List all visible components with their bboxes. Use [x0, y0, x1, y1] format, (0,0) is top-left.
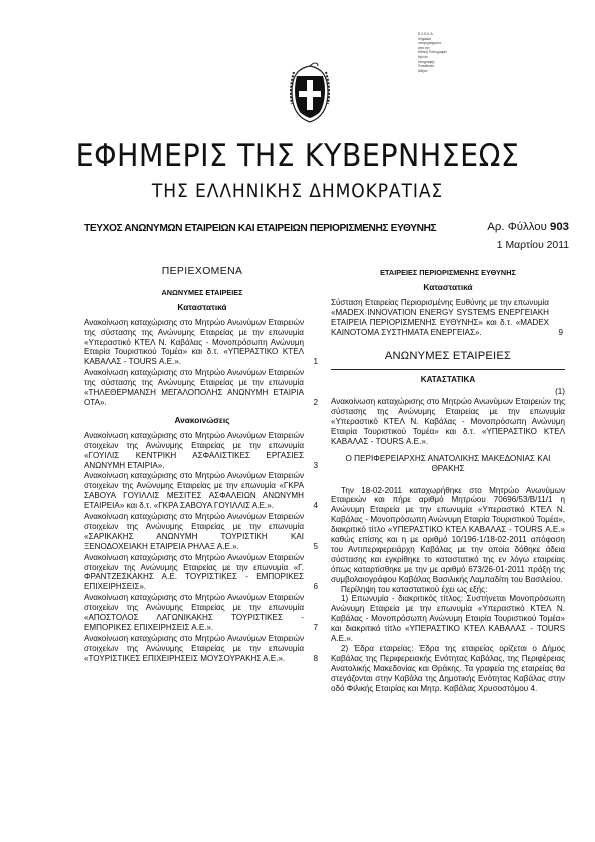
toc-entry-text: Ανακοίνωση καταχώρισης στο Μητρώο Ανωνύμων Εταιρειών στοιχείων της Ανώνυμης Εταιρείας με την επωνυμία «ΣΑΡΙΚΑΚΗΣ ΑΝΩΝΥΜΗ ΤΟΥΡΙΣΤΙΚΗ ΚΑΙ ΞΕΝΟΔΟΧΕΙΑΚΗ ΕΤΑΙΡΕΙΑ ΡΗΛΑΞ Α.Ε.».	[84, 512, 304, 551]
greek-coat-of-arms-icon	[288, 62, 332, 124]
toc-title: ΠΕΡΙΕΧΟΜΕΝΑ	[161, 266, 243, 277]
issue-number	[487, 221, 569, 233]
digital-signature-stamp	[418, 32, 470, 73]
toc-entry-text: Ανακοίνωση καταχώρισης στο Μητρώο Ανωνύμων Εταιρειών στοιχείων της Ανώνυμης Εταιρείας με την επωνυμία «Γ. ΦΡΑΝΤΖΕΣΚΑΚΗΣ Α.Ε. ΤΟΥΡΙΣΤΙΚΕΣ - ΕΜΠΟΡΙΚΕΣ ΕΠΙΧΕΙΡΗΣΕΙΣ».	[84, 552, 304, 592]
stamp-line: υπογεγραμμένο	[418, 41, 442, 46]
toc-entry[interactable]	[84, 593, 320, 633]
toc-entry-page: 7	[313, 623, 318, 632]
body-paragraph: 2) Έδρα εταιρείας: Έδρα της εταιρείας ορίζεται ο Δήμος Καβάλας της Περιφερειακής Ενότητας Καβάλας, της Περιφέρειας Ανατολικής Μακεδονίας και Θράκης. Τα γραφεία της εταιρείας θα στεγάζονται στην Καβάλα της Δημοτικής Ενότητας Καβάλας στην οδό Φιλικής Εταιρίας και Μητρ. Καβάλας Χρυσοστόμου 4.	[331, 644, 565, 693]
gazette-subtitle: ΤΗΣ ΕΛΛΗΝΙΚΗΣ ΔΗΜΟΚΡΑΤΙΑΣ	[151, 180, 444, 202]
issue-date: 1 Μαρτίου 2011	[496, 240, 569, 251]
toc-ae-heading: ΑΝΩΝΥΜΕΣ ΕΤΑΙΡΕΙΕΣ	[161, 287, 243, 297]
toc-entry[interactable]	[84, 471, 320, 511]
toc-entry-page: 9	[558, 327, 563, 337]
toc-entry-text: Ανακοίνωση καταχώρισης στο Μητρώο Ανωνύμων Εταιρειών της σύστασης της Ανώνυμης Εταιρείας με την επωνυμία «ΤΗΛΕΘΕΡΜΑΝΣΗ ΜΕΓΑΛΟΠΟΛΗΣ ΑΝΩΝΥΜΗ ΕΤΑΙΡΙΑ ΟΤΑ».	[84, 368, 304, 407]
body-paragraph: 1) Επωνυμία - διακριτικός τίτλος: Συστήνεται Μονοπρόσωπη Ανώνυμη Εταιρεία με την επωνυμία «Υπεραστικό ΚΤΕΛ Ν. Καβάλας - Μονοπρόσωπη Ανώνυμη Εταιρία Τουριστικού Τομέα» και διακριτικό τίτλο «ΥΠΕΡΑΣΤΙΚΟ ΚΤΕΛ ΚΑΒΑΛΑΣ - TOURS Α.Ε.».	[331, 594, 565, 644]
stamp-line: Ε.Λ.Ε.Κ.Α.	[418, 32, 434, 36]
toc-entry-page: 6	[313, 582, 318, 592]
toc-entry-text: Ανακοίνωση καταχώρισης στο Μητρώο Ανωνύμων Εταιρειών στοιχείων της Ανώνυμης Εταιρείας με την επωνυμία «ΓΟΥΙΛΙΣ ΚΕΝΤΡΙΚΗ ΑΣΦΑΛΙΣΤΙΚΕΣ ΕΡΓΑΣΙΕΣ ΑΝΩΝΥΜΗ ΕΤΑΙΡΙΑ».	[84, 430, 304, 470]
toc-entry-text: Ανακοίνωση καταχώρισης στο Μητρώο Ανωνύμων Εταιρειών στοιχείων της Ανώνυμης Εταιρείας με την επωνυμία «ΤΟΥΡΙΣΤΙΚΕΣ ΕΠΙΧΕΙΡΗΣΕΙΣ ΜΟΥΣΟΥΡΑΚΗΣ Α.Ε.».	[84, 633, 304, 663]
issue-series: ΤΕΥΧΟΣ ΑΝΩΝΥΜΩΝ ΕΤΑΙΡΕΙΩΝ ΚΑΙ ΕΤΑΙΡΕΙΩΝ ΠΕΡΙΟΡΙΣΜΕΝΗΣ ΕΥΘΥΝΗΣ	[84, 223, 437, 234]
section-subtitle: ΚΑΤΑΣΤΑΤΙΚΑ	[420, 375, 476, 385]
toc-entry[interactable]	[331, 298, 565, 338]
content-column	[331, 262, 565, 694]
toc-entry-page: 2	[313, 397, 318, 407]
toc-announcements-label: Ανακοινώσεις	[174, 414, 230, 425]
toc-entry[interactable]	[84, 431, 320, 471]
stamp-line: Αθήνα	[418, 68, 428, 73]
notice-number: (1)	[555, 387, 565, 397]
stamp-line: Εθνική Τυπογραφία	[418, 50, 447, 55]
toc-entry[interactable]	[84, 634, 320, 664]
toc-entry-text: Σύσταση Εταιρείας Περιορισμένης Ευθύνης με την επωνυμία «MADEX INNOVATION ENERGY SYSTEMS ΕΝΕΡΓΕΙΑΚΗ ΕΤΑΙΡΕΙΑ ΠΕΡΙΟΡΙΣΜΕΝΗΣ ΕΥΘΥΝΗΣ» και δ.τ. «MADEX ΚΑΙΝΟΤΟΜΑ ΣΥΣΤΗΜΑΤΑ ΕΝΕΡΓΕΙΑΣ».	[331, 297, 549, 337]
toc-entry-page: 4	[313, 501, 318, 511]
body-paragraph: Την 18-02-2011 καταχωρήθηκε στο Μητρώο Ανωνύμων Εταιρειών και πήρε αριθμό Μητρώου 70696/53/Β/11/1 η Ανώνυμη Εταιρεία με την επωνυμία «Υπεραστικό ΚΤΕΛ Ν. Καβάλας - Μονοπρόσωπη Ανώνυμη Εταιρία Τουριστικού Τομέα», διακριτικό τίτλο «ΥΠΕΡΑΣΤΙΚΟ ΚΤΕΛ ΚΑΒΑΛΑΣ - TOURS Α.Ε.» καθώς επίσης και η με αριθμό 10/196-1/18-02-2011 απόφαση του Αντιπεριφερειάρχη Καβάλας με την οποία δόθηκε άδεια σύστασης και εγκρίθηκε το καταστατικό της εν λόγω εταιρείας όπως καταρτίσθηκε με την με αριθμό 673/26-01-2011 πράξη της συμβολαιογράφου Καβάλας Βασιλικής Λαμπαδίτη του Βασιλείου.	[331, 485, 565, 584]
stamp-line: Ψηφιακά	[418, 36, 431, 41]
toc-entry-text: Ανακοίνωση καταχώρισης στο Μητρώο Ανωνύμων Εταιρειών στοιχείων της Ανώνυμης Εταιρείας με την επωνυμία «ΓΚΡΑ ΣΑΒΟΥΑ ΓΟΥΙΛΛΙΣ ΜΕΣΙΤΕΣ ΑΣΦΑΛΕΙΩΝ ΑΝΩΝΥΜΗ ΕΤΑΙΡΕΙΑ» και δ.τ. «ΓΚΡΑ ΣΑΒΟΥΑ ΓΟΥΙΛΛΙΣ Α.Ε.».	[84, 471, 304, 511]
toc-entry[interactable]	[84, 368, 320, 408]
toc-entry[interactable]	[84, 512, 320, 552]
toc-entry[interactable]	[84, 553, 320, 593]
toc-epe-statutes-label: Καταστατικά	[423, 281, 473, 292]
body-paragraph: Περίληψη του καταστατικού έχει ως εξής:	[341, 584, 488, 594]
stamp-line: Ημ/νία	[418, 54, 428, 59]
toc-epe-heading: ΕΤΑΙΡΕΙΕΣ ΠΕΡΙΟΡΙΣΜΕΝΗΣ ΕΥΘΥΝΗΣ	[380, 268, 516, 277]
issue-number-value: 903	[549, 221, 569, 233]
issuing-authority: Ο ΠΕΡΙΦΕΡΕΙΑΡΧΗΣ ΑΝΑΤΟΛΙΚΗΣ ΜΑΚΕΔΟΝΙΑΣ ΚΑΙ ΘΡΑΚΗΣ	[345, 453, 551, 473]
gazette-title: ΕΦΗΜΕΡΙΣ ΤΗΣ ΚΥΒΕΡΝΗΣΕΩΣ	[75, 138, 520, 174]
toc-entry-page: 8	[313, 653, 318, 663]
toc-entry[interactable]	[84, 318, 320, 368]
toc-entry-page: 3	[313, 460, 318, 470]
toc-entry-page: 1	[313, 357, 318, 367]
section-title: ΑΝΩΝΥΜΕΣ ΕΤΑΙΡΕΙΕΣ	[384, 350, 512, 363]
toc-entry-text: Ανακοίνωση καταχώρισης στο Μητρώο Ανωνύμων Εταιρειών στοιχείων της Ανώνυμης Εταιρείας με την επωνυμία «ΑΠΟΣΤΟΛΟΣ ΛΑΓΩΝΙΚΑΚΗΣ ΤΟΥΡΙΣΤΙΚΕΣ - ΕΜΠΟΡΙΚΕΣ ΕΠΙΧΕΙΡΗΣΕΙΣ Α.Ε.».	[84, 593, 304, 632]
stamp-line: Τοποθεσία:	[418, 64, 435, 69]
stamp-line: από την	[418, 45, 430, 50]
notice-heading-text: Ανακοίνωση καταχώρισης στο Μητρώο Ανωνύμων Εταιρειών της σύστασης της Ανώνυμης Εταιρείας με την επωνυμία «Υπεραστικό ΚΤΕΛ Ν. Καβάλας - Μονοπρόσωπη Ανώνυμη Εταιρία Τουριστικού Τομέα» και δ.τ. «ΥΠΕΡΑΣΤΙΚΟ ΚΤΕΛ ΚΑΒΑΛΑΣ - TOURS Α.Ε.».	[331, 397, 565, 446]
toc-statutes-label: Καταστατικά	[177, 301, 227, 312]
stamp-line: υπογραφής	[418, 59, 435, 64]
toc-column	[84, 262, 320, 665]
toc-entry-text: Ανακοίνωση καταχώρισης στο Μητρώο Ανωνύμων Εταιρειών της σύστασης της Ανώνυμης Εταιρείας με την επωνυμία «Υπεραστικό ΚΤΕΛ Ν. Καβάλας - Μονοπρόσωπη Ανώνυμη Εταιρία Τουριστικού Τομέα» και δ.τ. «ΥΠΕΡΑΣΤΙΚΟ ΚΤΕΛ ΚΑΒΑΛΑΣ - TOURS Α.Ε.».	[84, 317, 304, 367]
issue-label: Αρ. Φύλλου	[487, 221, 547, 233]
section-divider	[331, 369, 565, 370]
toc-entry-page: 5	[313, 541, 318, 551]
